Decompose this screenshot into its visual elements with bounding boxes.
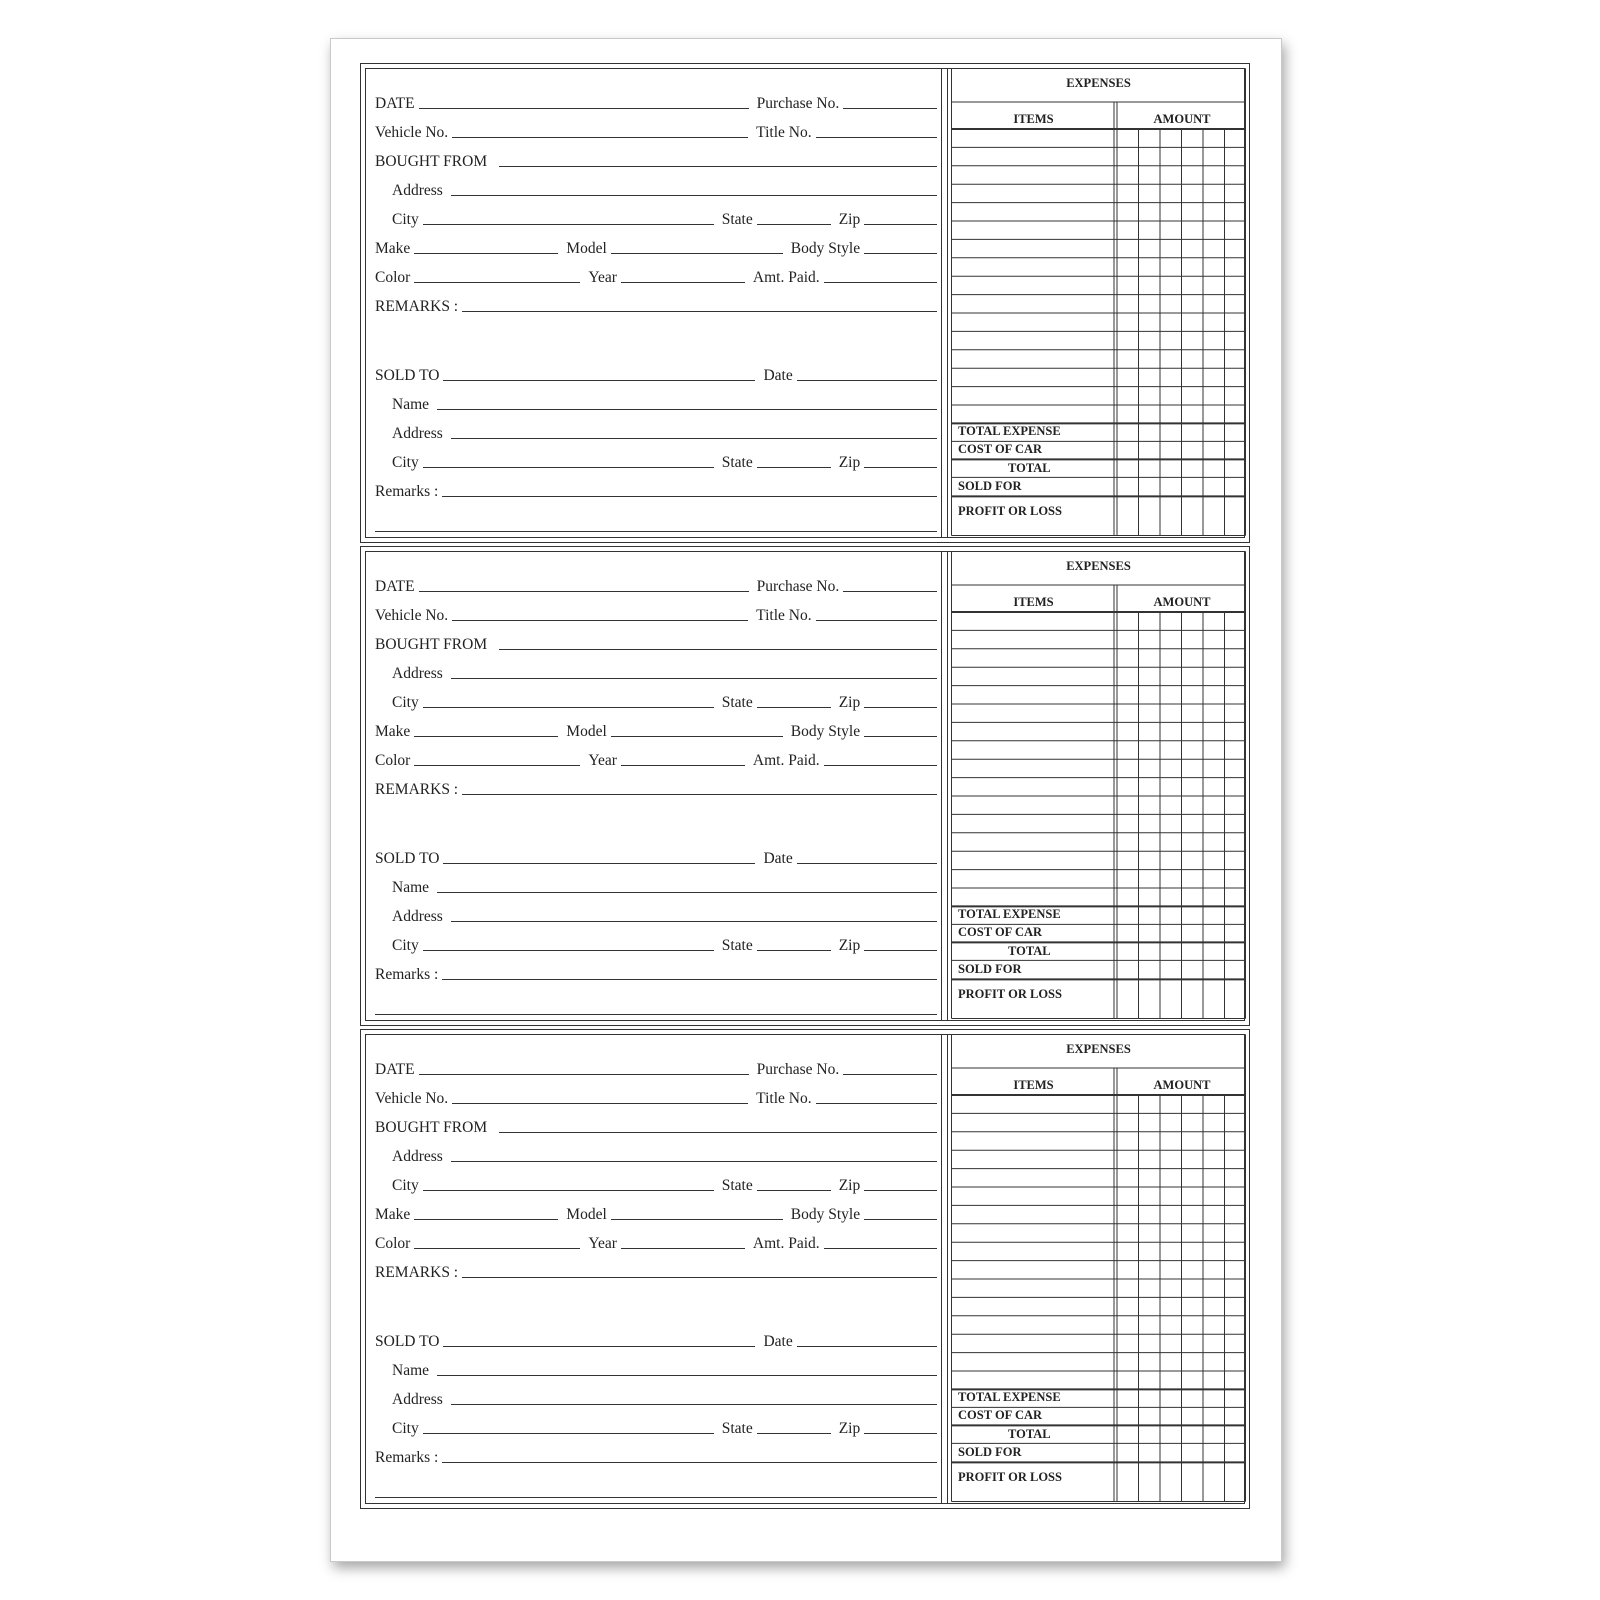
sold-name-field[interactable] [437,1374,937,1376]
buy-address-row [392,177,937,199]
sold-remarks-field[interactable] [442,978,937,980]
title-no-field[interactable] [816,1102,937,1104]
make-label: Make [375,240,411,257]
buy-city-field[interactable] [423,1189,714,1191]
sold-for-label: SOLD FOR [958,479,1022,493]
sold-address-label: Address [392,1391,443,1408]
expenses-panel [951,551,1245,1021]
sold-address-row [392,420,937,442]
sold-state-field[interactable] [757,949,831,951]
items-header: ITEMS [1013,595,1054,609]
sold-state-label: State [721,937,753,954]
items-header: ITEMS [1013,1078,1054,1092]
sold-date-field[interactable] [797,1345,937,1347]
make-field[interactable] [414,1218,558,1220]
color-row [375,264,937,286]
vehicle-no-row [375,119,937,141]
sold-to-label: SOLD TO [375,1333,440,1350]
vehicle-no-label: Vehicle No. [375,124,449,141]
title-no-label: Title No. [756,124,812,141]
date-field[interactable] [419,107,749,109]
buy-city-field[interactable] [423,223,714,225]
bought-from-field[interactable] [499,1131,937,1133]
amt-paid-field[interactable] [824,1247,937,1249]
sold-name-row [392,391,937,413]
buy-city-label: City [392,1177,419,1194]
total-label: TOTAL [1008,944,1051,958]
make-row [375,1201,937,1223]
sold-zip-field[interactable] [864,949,937,951]
sold-city-label: City [392,937,419,954]
bought-from-label: BOUGHT FROM [375,153,488,170]
sold-name-label: Name [392,879,430,896]
sold-remarks-label: Remarks : [375,966,439,983]
buy-remarks-field[interactable] [462,1276,937,1278]
sold-date-label: Date [763,367,793,384]
sold-remarks-row [375,1444,937,1466]
buy-remarks-label: REMARKS : [375,781,459,798]
color-row [375,1230,937,1252]
year-label: Year [588,269,617,286]
buy-zip-label: Zip [838,694,861,711]
title-no-field[interactable] [816,619,937,621]
sold-for-label: SOLD FOR [958,1445,1022,1459]
title-no-field[interactable] [816,136,937,138]
total-label: TOTAL [1008,1427,1051,1441]
bought-from-row [375,148,937,170]
make-field[interactable] [414,252,558,254]
purchase-no-label: Purchase No. [756,95,840,112]
sold-address-field[interactable] [451,437,937,439]
buy-remarks-field[interactable] [462,310,937,312]
sold-date-field[interactable] [797,379,937,381]
total-label: TOTAL [1008,461,1051,475]
vehicle-no-row [375,602,937,624]
buy-zip-label: Zip [838,211,861,228]
make-row [375,718,937,740]
color-field[interactable] [414,1247,580,1249]
sold-remarks-field[interactable] [442,1461,937,1463]
buy-address-row [392,660,937,682]
buy-address-field[interactable] [451,194,937,196]
expenses-title: EXPENSES [1066,1042,1131,1056]
profit-or-loss-label: PROFIT OR LOSS [958,504,1062,518]
date-row [375,90,937,112]
model-field[interactable] [611,735,783,737]
sold-name-label: Name [392,1362,430,1379]
purchase-no-field[interactable] [843,107,937,109]
buy-city-field[interactable] [423,706,714,708]
date-field[interactable] [419,1073,749,1075]
buy-remarks-field[interactable] [462,793,937,795]
vehicle-details-panel [365,551,942,1021]
buy-zip-field[interactable] [864,706,937,708]
buy-address-label: Address [392,1148,443,1165]
amt-paid-label: Amt. Paid. [752,269,820,286]
color-row [375,747,937,769]
sold-state-label: State [721,454,753,471]
sold-city-row [392,932,937,954]
sold-name-field[interactable] [437,891,937,893]
amount-header: AMOUNT [1153,1078,1211,1092]
year-field[interactable] [621,764,745,766]
vehicle-no-field[interactable] [452,1102,748,1104]
total-expense-label: TOTAL EXPENSE [958,424,1061,438]
bought-from-row [375,1114,937,1136]
color-label: Color [375,269,411,286]
vehicle-record-1 [360,63,1250,543]
purchase-no-field[interactable] [843,590,937,592]
sold-to-label: SOLD TO [375,850,440,867]
buy-remarks-label: REMARKS : [375,1264,459,1281]
sold-city-label: City [392,454,419,471]
bought-from-field[interactable] [499,165,937,167]
remarks-extra-line[interactable] [375,531,937,532]
sold-remarks-row [375,961,937,983]
expenses-title: EXPENSES [1066,76,1131,90]
sold-date-field[interactable] [797,862,937,864]
total-expense-label: TOTAL EXPENSE [958,907,1061,921]
buy-city-label: City [392,694,419,711]
profit-or-loss-label: PROFIT OR LOSS [958,1470,1062,1484]
buy-remarks-label: REMARKS : [375,298,459,315]
cost-of-car-label: COST OF CAR [958,1408,1043,1422]
model-label: Model [566,240,607,257]
color-field[interactable] [414,764,580,766]
body-style-field[interactable] [864,252,937,254]
purchase-no-label: Purchase No. [756,1061,840,1078]
year-field[interactable] [621,281,745,283]
expenses-panel [951,68,1245,538]
expenses-grid [951,68,1246,536]
expenses-title: EXPENSES [1066,559,1131,573]
buy-zip-label: Zip [838,1177,861,1194]
sold-remarks-label: Remarks : [375,1449,439,1466]
form-sheet [330,38,1282,1562]
sold-address-label: Address [392,425,443,442]
sold-to-field[interactable] [443,1345,755,1347]
vehicle-details-panel [365,68,942,538]
sold-zip-field[interactable] [864,1432,937,1434]
sold-state-label: State [721,1420,753,1437]
year-label: Year [588,1235,617,1252]
sold-remarks-row [375,478,937,500]
sold-for-label: SOLD FOR [958,962,1022,976]
title-no-label: Title No. [756,607,812,624]
sold-to-field[interactable] [443,862,755,864]
color-label: Color [375,1235,411,1252]
sold-name-row [392,1357,937,1379]
sold-to-row [375,845,937,867]
make-field[interactable] [414,735,558,737]
bought-from-label: BOUGHT FROM [375,636,488,653]
expenses-grid [951,551,1246,1019]
date-field[interactable] [419,590,749,592]
model-label: Model [566,723,607,740]
body-style-label: Body Style [790,1206,861,1223]
amt-paid-label: Amt. Paid. [752,1235,820,1252]
color-field[interactable] [414,281,580,283]
buy-zip-field[interactable] [864,1189,937,1191]
cost-of-car-label: COST OF CAR [958,442,1043,456]
buy-state-label: State [721,694,753,711]
buy-address-row [392,1143,937,1165]
vehicle-no-row [375,1085,937,1107]
buy-state-field[interactable] [757,223,831,225]
sold-city-field[interactable] [423,1432,714,1434]
vehicle-details-panel [365,1034,942,1504]
sold-address-field[interactable] [451,1403,937,1405]
total-expense-label: TOTAL EXPENSE [958,1390,1061,1404]
sold-state-field[interactable] [757,1432,831,1434]
expenses-panel [951,1034,1245,1504]
bought-from-label: BOUGHT FROM [375,1119,488,1136]
sold-name-field[interactable] [437,408,937,410]
sold-remarks-field[interactable] [442,495,937,497]
amt-paid-field[interactable] [824,764,937,766]
buy-state-label: State [721,1177,753,1194]
sold-date-label: Date [763,1333,793,1350]
sold-city-row [392,1415,937,1437]
model-field[interactable] [611,1218,783,1220]
buy-remarks-row [375,1259,937,1281]
color-label: Color [375,752,411,769]
sold-name-row [392,874,937,896]
sold-zip-label: Zip [838,937,861,954]
buy-address-field[interactable] [451,1160,937,1162]
sold-to-row [375,362,937,384]
buy-state-label: State [721,211,753,228]
profit-or-loss-label: PROFIT OR LOSS [958,987,1062,1001]
items-header: ITEMS [1013,112,1054,126]
body-style-field[interactable] [864,1218,937,1220]
amount-header: AMOUNT [1153,595,1211,609]
buy-city-row [392,1172,937,1194]
buy-remarks-row [375,293,937,315]
buy-zip-field[interactable] [864,223,937,225]
body-style-label: Body Style [790,723,861,740]
year-label: Year [588,752,617,769]
sold-to-label: SOLD TO [375,367,440,384]
purchase-no-label: Purchase No. [756,578,840,595]
cost-of-car-label: COST OF CAR [958,925,1043,939]
bought-from-field[interactable] [499,648,937,650]
buy-city-row [392,206,937,228]
buy-city-label: City [392,211,419,228]
sold-city-field[interactable] [423,949,714,951]
expenses-grid [951,1034,1246,1502]
date-row [375,1056,937,1078]
remarks-extra-line[interactable] [375,1497,937,1498]
sold-to-row [375,1328,937,1350]
remarks-extra-line[interactable] [375,1014,937,1015]
vehicle-no-field[interactable] [452,136,748,138]
model-field[interactable] [611,252,783,254]
year-field[interactable] [621,1247,745,1249]
sold-city-row [392,449,937,471]
sold-city-label: City [392,1420,419,1437]
sold-address-row [392,903,937,925]
body-style-field[interactable] [864,735,937,737]
sold-name-label: Name [392,396,430,413]
vehicle-no-label: Vehicle No. [375,607,449,624]
sold-to-field[interactable] [443,379,755,381]
title-no-label: Title No. [756,1090,812,1107]
buy-state-field[interactable] [757,706,831,708]
date-label: DATE [375,578,415,595]
vehicle-record-2 [360,546,1250,1026]
date-label: DATE [375,1061,415,1078]
amount-header: AMOUNT [1153,112,1211,126]
amt-paid-field[interactable] [824,281,937,283]
model-label: Model [566,1206,607,1223]
buy-address-label: Address [392,182,443,199]
sold-address-label: Address [392,908,443,925]
buy-remarks-row [375,776,937,798]
sold-zip-field[interactable] [864,466,937,468]
make-row [375,235,937,257]
sold-zip-label: Zip [838,454,861,471]
purchase-no-field[interactable] [843,1073,937,1075]
buy-state-field[interactable] [757,1189,831,1191]
amt-paid-label: Amt. Paid. [752,752,820,769]
make-label: Make [375,1206,411,1223]
sold-state-field[interactable] [757,466,831,468]
sold-zip-label: Zip [838,1420,861,1437]
buy-city-row [392,689,937,711]
sold-address-field[interactable] [451,920,937,922]
vehicle-no-field[interactable] [452,619,748,621]
vehicle-record-3 [360,1029,1250,1509]
body-style-label: Body Style [790,240,861,257]
bought-from-row [375,631,937,653]
date-label: DATE [375,95,415,112]
buy-address-field[interactable] [451,677,937,679]
date-row [375,573,937,595]
buy-address-label: Address [392,665,443,682]
sold-date-label: Date [763,850,793,867]
sold-city-field[interactable] [423,466,714,468]
sold-remarks-label: Remarks : [375,483,439,500]
make-label: Make [375,723,411,740]
vehicle-no-label: Vehicle No. [375,1090,449,1107]
sold-address-row [392,1386,937,1408]
